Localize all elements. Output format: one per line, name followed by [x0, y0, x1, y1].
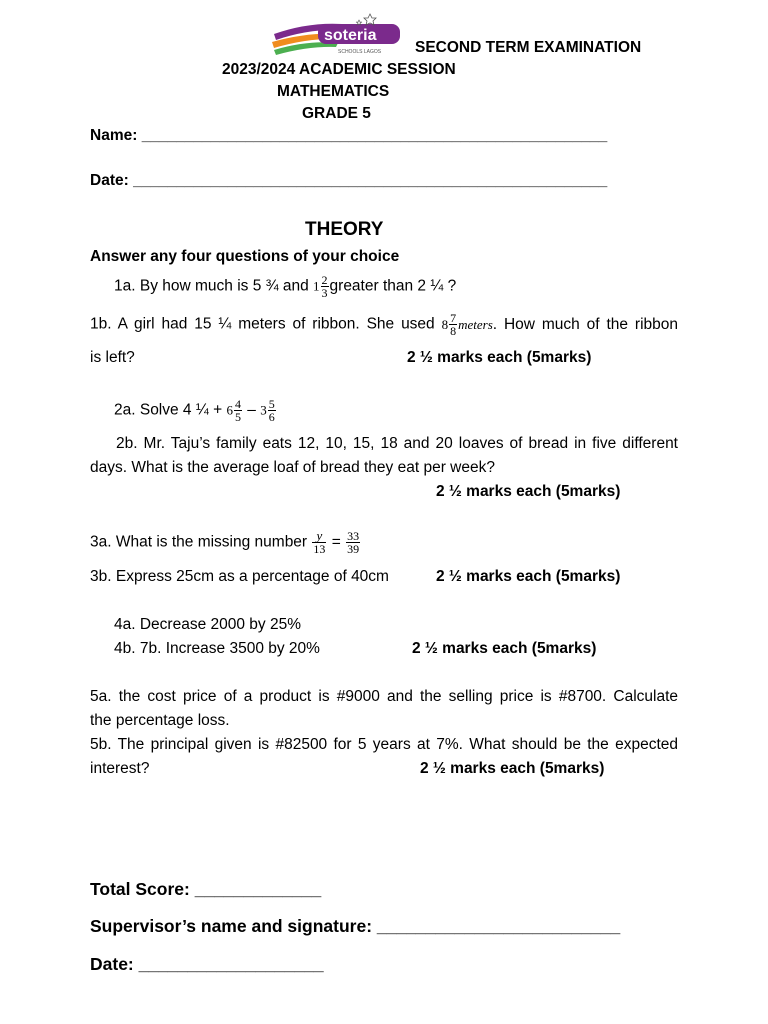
question-4a: 4a. Decrease 2000 by 25%: [114, 616, 301, 633]
question-1b-line2: is left?: [90, 349, 135, 366]
instruction: Answer any four questions of your choice: [90, 248, 400, 265]
footer-date-label: Date:: [90, 954, 134, 974]
question-4b: 4b. 7b. Increase 3500 by 20%: [114, 640, 320, 657]
fraction: $\frac{7}{8}$: [450, 311, 457, 338]
question-5a-line1: 5a. the cost price of a product is #9000 and the selling price is #8700. Calculate: [90, 688, 678, 705]
logo-text: soteria: [324, 27, 377, 44]
footer-date-blank[interactable]: ___________________: [138, 954, 324, 974]
total-score-blank[interactable]: _____________: [194, 879, 322, 899]
date-blank[interactable]: _______________________________________________________: [133, 172, 608, 189]
grade-title: GRADE 5: [302, 105, 371, 122]
question-5b-line1: 5b. The principal given is #82500 for 5 years at 7%. What should be the expected: [90, 736, 678, 753]
academic-session: 2023/2024 ACADEMIC SESSION: [222, 61, 456, 78]
footer-date-field[interactable]: [90, 954, 324, 975]
marks-label: 2 ½ marks each (5marks): [420, 760, 605, 777]
fraction: $\frac{2}{3}$: [321, 273, 328, 300]
name-blank[interactable]: ______________________________________________________: [141, 127, 608, 144]
fraction: $\frac{4}{5}$: [234, 397, 241, 424]
question-1b-line1: 1b. A girl had 15 ¼ meters of ribbon. She used 8 $\frac{7}{8}$ meters. How much of the ribbon: [90, 311, 679, 338]
name-label: Name:: [90, 127, 138, 144]
exam-title: SECOND TERM EXAMINATION: [415, 39, 642, 56]
question-3b: 3b. Express 25cm as a percentage of 40cm: [90, 568, 389, 585]
logo-graphic: [268, 12, 408, 56]
supervisor-label: Supervisor’s name and signature:: [90, 916, 373, 936]
date-label: Date:: [90, 172, 129, 189]
subject-title: MATHEMATICS: [277, 83, 390, 100]
name-field[interactable]: [90, 127, 607, 145]
question-1a: 1a. By how much is 5 ¾ and 1 $\frac{2}{3}$ greater than 2 ¼ ?: [114, 273, 457, 300]
question-3a: 3a. What is the missing number $\frac{y}{13}$ = $\frac{33}{39}$: [90, 528, 360, 556]
question-5a-line2: the percentage loss.: [90, 712, 230, 729]
fraction: $\frac{5}{6}$: [268, 397, 275, 424]
logo-subtext: SCHOOLS LAGOS: [338, 49, 382, 55]
date-field[interactable]: [90, 172, 607, 190]
question-5b-line2: interest?: [90, 760, 150, 777]
supervisor-blank[interactable]: _________________________: [376, 916, 621, 936]
question-2a: 2a. Solve 4 ¼ + 6 $\frac{4}{5}$ – 3 $\frac{5}{6}$: [114, 397, 275, 424]
section-title: THEORY: [305, 219, 384, 240]
marks-label: 2 ½ marks each (5marks): [412, 640, 597, 657]
fraction: $\frac{y}{13}$: [313, 528, 326, 556]
total-score-label: Total Score:: [90, 879, 190, 899]
supervisor-field[interactable]: [90, 916, 620, 937]
marks-label: 2 ½ marks each (5marks): [436, 483, 621, 500]
school-logo: [268, 12, 408, 56]
fraction: $\frac{33}{39}$: [347, 529, 360, 556]
question-2b-line1: 2b. Mr. Taju’s family eats 12, 10, 15, 18 and 20 loaves of bread in five different: [116, 435, 678, 452]
marks-label: 2 ½ marks each (5marks): [436, 568, 621, 585]
marks-label: 2 ½ marks each (5marks): [407, 349, 592, 366]
question-2b-line2: days. What is the average loaf of bread they eat per week?: [90, 459, 495, 476]
total-score-field[interactable]: [90, 879, 321, 900]
